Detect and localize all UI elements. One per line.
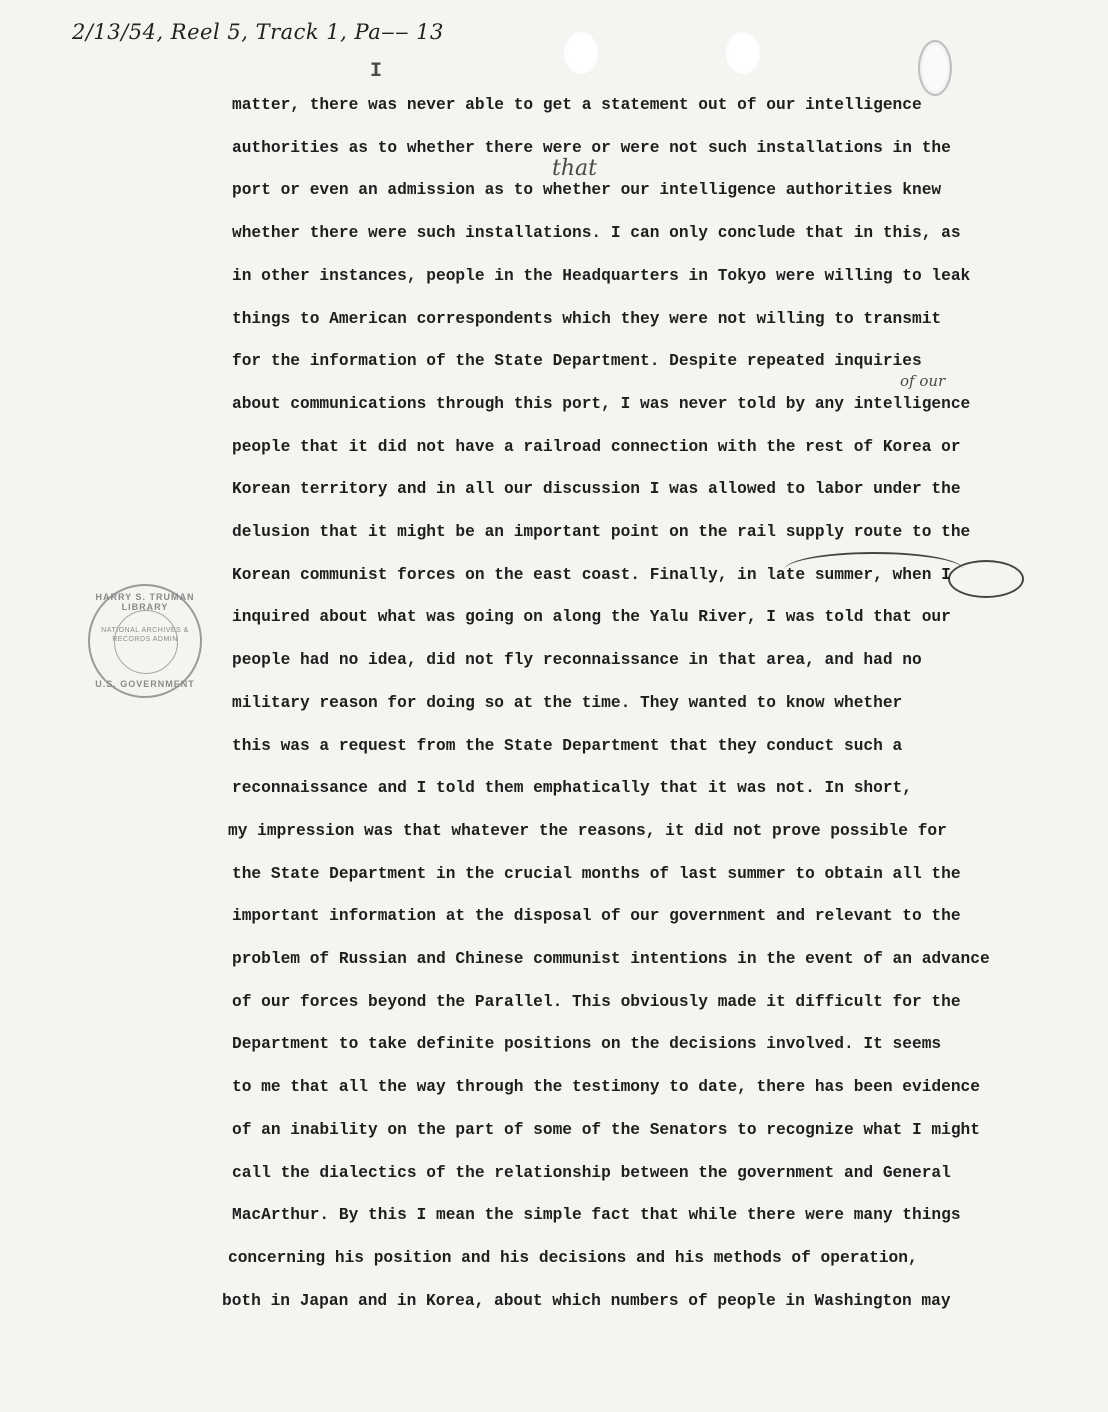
text-line: Department to take definite positions on the decisions involved. It seems bbox=[232, 1035, 942, 1054]
archive-stamp bbox=[88, 584, 202, 698]
text-line: Korean territory and in all our discussion I was allowed to labor under the bbox=[232, 480, 961, 499]
text-line: military reason for doing so at the time. They wanted to know whether bbox=[232, 693, 903, 712]
text-line: important information at the disposal of our government and relevant to the bbox=[232, 907, 961, 926]
text-line: about communications through this port, I was never told by any intelligence bbox=[232, 394, 971, 413]
text-line: the State Department in the crucial months of last summer to obtain all the bbox=[232, 864, 961, 883]
text-line: concerning his position and his decisions and his methods of operation, bbox=[228, 1248, 918, 1267]
text-line: reconnaissance and I told them emphatically that it was not. In short, bbox=[232, 779, 912, 798]
text-line: of an inability on the part of some of the Senators to recognize what I might bbox=[232, 1120, 980, 1139]
handwritten-insertion-i: I bbox=[370, 60, 383, 83]
punch-hole bbox=[562, 30, 600, 76]
text-line: delusion that it might be an important point on the rail supply route to the bbox=[232, 523, 971, 542]
text-line: port or even an admission as to whether our intelligence authorities knew bbox=[232, 181, 942, 200]
text-line: Korean communist forces on the east coast. Finally, in late summer, when I bbox=[232, 565, 951, 584]
text-line: my impression was that whatever the reasons, it did not prove possible for bbox=[228, 821, 947, 840]
handwritten-insertion-of-our: of our bbox=[900, 372, 946, 390]
punch-hole bbox=[724, 30, 762, 76]
text-line: to me that all the way through the testimony to date, there has been evidence bbox=[232, 1078, 980, 1097]
text-line: whether there were such installations. I can only conclude that in this, as bbox=[232, 224, 961, 243]
text-line: matter, there was never able to get a statement out of our intelligence bbox=[232, 96, 922, 114]
text-line: problem of Russian and Chinese communist intentions in the event of an advance bbox=[232, 950, 990, 969]
text-line: MacArthur. By this I mean the simple fact that while there were many things bbox=[232, 1206, 961, 1225]
handwritten-insertion-that: that bbox=[552, 156, 597, 181]
text-line: authorities as to whether there were or were not such installations in the bbox=[232, 138, 951, 157]
text-line: for the information of the State Department. Despite repeated inquiries bbox=[232, 352, 922, 371]
text-line: people that it did not have a railroad connection with the rest of Korea or bbox=[232, 437, 961, 456]
stamp-ring-top-text: HARRY S. TRUMAN LIBRARY bbox=[95, 592, 195, 612]
text-line: people had no idea, did not fly reconnaissance in that area, and had no bbox=[232, 651, 922, 670]
text-line: of our forces beyond the Parallel. This obviously made it difficult for the bbox=[232, 992, 961, 1011]
text-line: inquired about what was going on along the Yalu River, I was told that our bbox=[232, 608, 951, 627]
stamp-ring-bottom-text: U.S. GOVERNMENT bbox=[95, 679, 195, 689]
stamp-center-text: NATIONAL ARCHIVES & RECORDS ADMIN bbox=[101, 627, 189, 643]
text-line: call the dialectics of the relationship between the government and General bbox=[232, 1163, 951, 1182]
text-line: in other instances, people in the Headquarters in Tokyo were willing to leak bbox=[232, 266, 971, 285]
text-line: both in Japan and in Korea, about which numbers of people in Washington may bbox=[222, 1291, 951, 1310]
page-header-handwritten: 2/13/54, Reel 5, Track 1, Pa‒‒ 13 bbox=[72, 20, 444, 44]
typed-body-text bbox=[222, 84, 1062, 1322]
text-line: this was a request from the State Department that they conduct such a bbox=[232, 736, 903, 755]
text-line: things to American correspondents which they were not willing to transmit bbox=[232, 309, 942, 328]
